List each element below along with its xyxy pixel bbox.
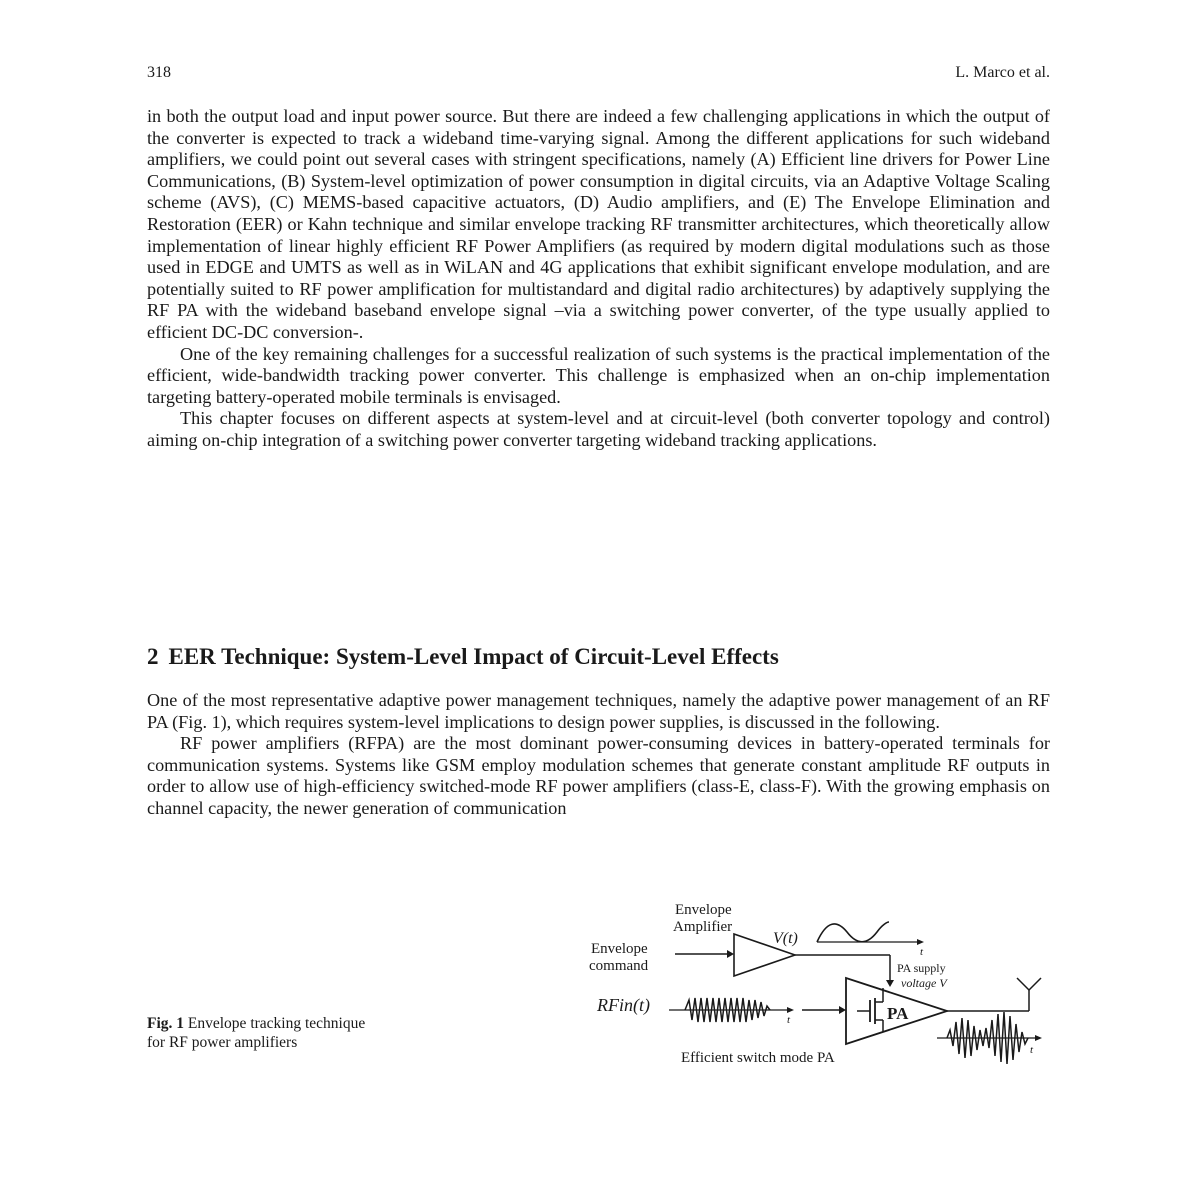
section-title: EER Technique: System-Level Impact of Circuit-Level Effects bbox=[168, 644, 779, 669]
envelope-amplifier-label-1: Envelope bbox=[675, 902, 732, 918]
paragraph: RF power amplifiers (RFPA) are the most dominant power-consuming devices in battery-operated terminals for communication systems. Systems like GSM employ modulation schemes that generate constant amplitude RF outputs in order to allow use of high-efficiency switched-mode RF power amplifiers (class-E, class-F). With the growing emphasis on channel capacity, the newer generation of communication bbox=[147, 733, 1050, 818]
paragraph: One of the key remaining challenges for a successful realization of such systems is the practical implementation of the efficient, wide-bandwidth tracking power converter. This challenge is emphasized when an on-chip implementation targeting battery-operated mobile terminals is envisaged. bbox=[147, 343, 1050, 407]
section-body bbox=[147, 690, 1050, 820]
vt-label: V(t) bbox=[773, 930, 798, 947]
running-header bbox=[147, 60, 1050, 86]
pa-label: PA bbox=[887, 1004, 909, 1023]
paragraph: One of the most representative adaptive power management techniques, namely the adaptive power management of an RF PA (Fig. 1), which requires system-level implications to design power supplies, is discussed in the following. bbox=[147, 690, 1050, 732]
antenna-left bbox=[1017, 978, 1029, 990]
figure-caption bbox=[147, 1014, 387, 1052]
rfin-label: RFin(t) bbox=[597, 995, 650, 1015]
page bbox=[147, 60, 1050, 452]
rf-input-arrowhead bbox=[839, 1006, 846, 1014]
vt-axis-arrowhead bbox=[917, 939, 924, 945]
figure-caption-text: Envelope tracking technique for RF power amplifiers bbox=[147, 1015, 366, 1051]
envelope-command-label-2: command bbox=[589, 958, 649, 974]
paragraph: This chapter focuses on different aspects at system-level and at circuit-level (both converter topology and control) aiming on-chip integration of a switching power converter targeting wideband tracking applications. bbox=[147, 408, 1050, 450]
rf-axis-arrowhead bbox=[787, 1007, 794, 1013]
section-number: 2 bbox=[147, 644, 159, 669]
running-authors: L. Marco et al. bbox=[955, 64, 1050, 81]
envelope-waveform bbox=[817, 922, 889, 942]
efficient-pa-label: Efficient switch mode PA bbox=[681, 1050, 835, 1066]
envelope-tracking-diagram bbox=[577, 890, 1050, 1090]
envelope-command-label-1: Envelope bbox=[591, 941, 648, 957]
intro-body bbox=[147, 106, 1050, 452]
out-axis-t: t bbox=[1030, 1044, 1034, 1056]
vt-axis-t: t bbox=[920, 946, 924, 958]
page-number: 318 bbox=[147, 64, 171, 81]
figure-label: Fig. 1 bbox=[147, 1015, 185, 1032]
out-axis-arrowhead bbox=[1035, 1035, 1042, 1041]
supply-arrowhead bbox=[886, 980, 894, 987]
rf-axis-t: t bbox=[787, 1014, 791, 1026]
pa-supply-label-1: PA supply bbox=[897, 961, 946, 975]
antenna-right bbox=[1029, 978, 1041, 990]
paragraph: in both the output load and input power source. But there are indeed a few challenging applications in which the output of the converter is expected to track a wideband time-varying signal. Among the different applications for such wideband amplifiers, we could point out several cases with stringent specifications, namely (A) Efficient line drivers for Power Line Communications, (B) System-level optimization of power consumption in digital circuits, via an Adaptive Voltage Scaling scheme (AVS), (C) MEMS-based capacitive actuators, (D) Audio amplifiers, and (E) The Envelope Elimination and Restoration (EER) or Kahn technique and similar envelope tracking RF transmitter architectures, which theoretically allow implementation of linear highly efficient RF Power Amplifiers (as required by modern digital modulations such as those used in EDGE and UMTS as well as in WiLAN and 4G applications that exhibit significant envelope modulation, and are potentially suited to RF power amplification for multistandard and digital radio architectures) by adaptively supplying the RF PA with the wideband baseband envelope signal –via a switching power converter, of the type usually applied to efficient DC-DC conversion-. bbox=[147, 106, 1050, 342]
figure-1 bbox=[147, 890, 1050, 1090]
pa-supply-label-2: voltage V bbox=[901, 976, 947, 990]
section-heading bbox=[147, 644, 1050, 670]
envelope-amplifier-label-2: Amplifier bbox=[673, 919, 733, 935]
command-arrowhead bbox=[727, 950, 734, 958]
